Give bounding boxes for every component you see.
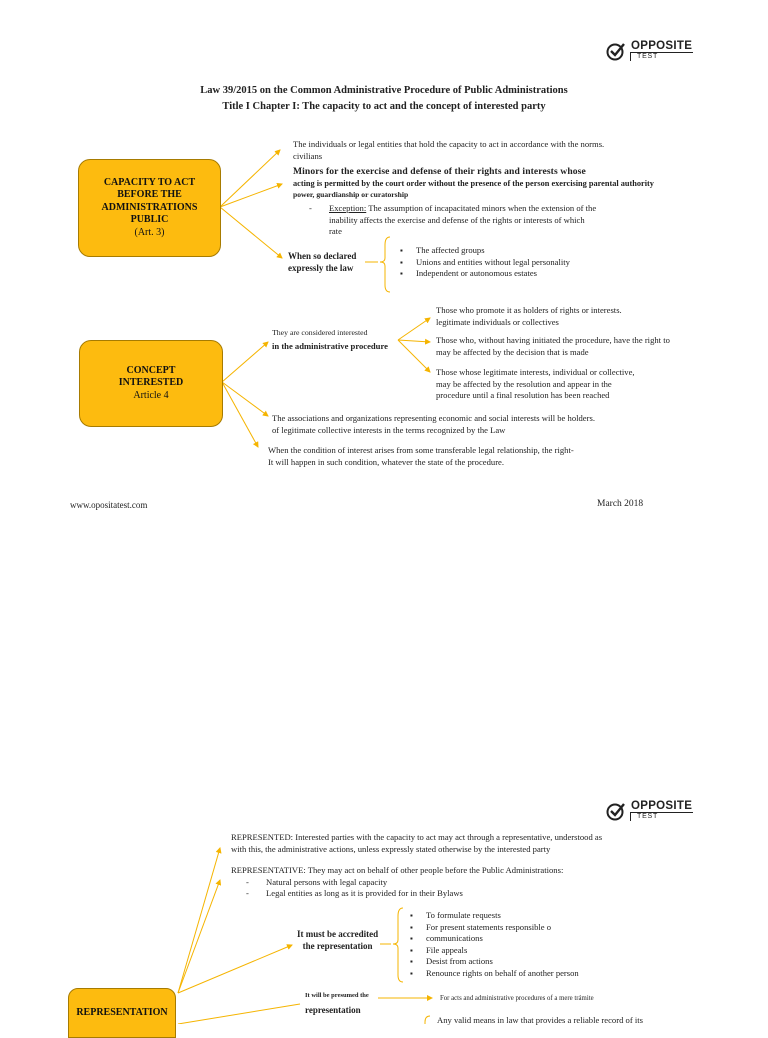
declared-line2: expressly the law [288, 263, 354, 273]
legitimate-line3: procedure until a final resolution has been reached [436, 390, 610, 400]
list-item: - Natural persons with legal capacity [246, 877, 563, 889]
accredited-line1: It must be accredited [297, 929, 379, 939]
accredited-text [297, 928, 378, 952]
brace-accredited-list [393, 908, 403, 982]
box2-line2: INTERESTED [118, 377, 184, 389]
arrow-promote [398, 318, 430, 340]
box1-line3: ADMINISTRATIONS [101, 201, 198, 213]
capacity-to-act-box [78, 159, 221, 257]
box1-line1: CAPACITY TO ACT [103, 176, 196, 188]
without-initiating-text [436, 335, 670, 358]
transferable-text [268, 445, 574, 468]
list-item: ▪ The affected groups [400, 245, 570, 257]
presumed-line1: It will be presumed the [305, 992, 369, 999]
list-item [410, 922, 665, 934]
individuals-text [293, 139, 604, 162]
without-line1: Those who, without having initiated the procedure, have the right to [436, 335, 670, 345]
list-item: ▪ File appeals [410, 945, 665, 957]
law-list [400, 245, 570, 280]
representative-line1: REPRESENTATIVE: They may act on behalf of other people before the Public Administrations: [231, 865, 564, 875]
promote-line1: Those who promote it as holders of rights or interests. [436, 305, 622, 315]
list-item: - Legal entities as long as it is provided for in their Bylaws [246, 888, 563, 900]
arrow-accredited [178, 945, 292, 993]
presumed-line2: representation [305, 1004, 361, 1015]
representation-label: REPRESENTATION [76, 1007, 168, 1018]
list-item-text: communications [426, 933, 483, 943]
logo-word-top: OPPOSITE [631, 40, 693, 52]
box1-line4: PUBLIC [130, 214, 169, 226]
promote-text [436, 305, 622, 328]
representation-box [68, 988, 176, 1038]
minors-line1: Minors for the exercise and defense of their rights and interests whose [293, 166, 586, 177]
valid-means-text: Any valid means in law that provides a reliable record of its [437, 1015, 643, 1025]
individuals-line1: The individuals or legal entities that hold the capacity to act in accordance with the norms. [293, 139, 605, 149]
promote-line2: legitimate individuals or collectives [436, 316, 559, 327]
arrow-box1-individuals [220, 150, 280, 207]
arrow-without [398, 340, 430, 342]
representative-text [231, 865, 563, 900]
list-item-continued [410, 933, 665, 945]
legitimate-line2: may be affected by the resolution and appear in the [436, 378, 612, 389]
list-item: ▪ Unions and entities without legal personality [400, 257, 570, 269]
transferable-line2: It will happen in such condition, whatever the state of the procedure. [268, 456, 505, 467]
logo-word-bottom: TEST [630, 813, 693, 821]
associations-line2: of legitimate collective interests in the terms recognized by the Law [272, 424, 506, 435]
box1-line2: BEFORE THE [117, 189, 182, 201]
presumed-text [305, 990, 369, 1016]
legitimate-interests-text [436, 367, 635, 402]
exception-label: Exception: [329, 203, 367, 213]
box2-article: Article 4 [133, 389, 169, 401]
arrow-representative [178, 880, 220, 993]
arrow-legitimate [398, 340, 430, 372]
opposite-test-logo-page2 [606, 800, 693, 821]
individuals-line2: civilians [293, 150, 323, 161]
footer-date: March 2018 [597, 499, 644, 509]
accredited-list [410, 910, 665, 979]
concept-interested-box [79, 340, 223, 427]
list-item: ▪ To formulate requests [410, 910, 665, 922]
list-item: ▪ Desist from actions [410, 956, 665, 968]
check-circle-icon [606, 41, 626, 61]
arrow-box2-associations [222, 382, 268, 416]
footer-site: www.opositatest.com [70, 500, 148, 510]
brace-law-list [380, 237, 390, 292]
without-line2: may be affected by the decision that is made [436, 346, 589, 357]
declared-by-law-text [288, 250, 356, 274]
box2-line1: CONCEPT [126, 364, 176, 376]
arrow-represented [178, 848, 220, 993]
box1-article: (Art. 3) [134, 226, 165, 238]
minors-line3: power, guardianship or curatorship [293, 190, 409, 199]
list-item: ▪ Renounce rights on behalf of another person [410, 968, 665, 980]
associations-line1: The associations and organizations representing economic and social interests will be holders. [272, 413, 595, 423]
exception-line2: inability affects the exercise and defense of the rights or interests of which [329, 214, 585, 225]
arrow-box2-interested [222, 342, 268, 382]
list-item: ▪ Independent or autonomous estates [400, 268, 570, 280]
represented-line2: with this, the administrative actions, unless expressly stated otherwise by the interested party [231, 843, 551, 854]
exception-line1: The assumption of incapacitated minors when the extension of the [366, 203, 597, 213]
exception-line3: rate [329, 226, 342, 236]
logo-word-top: OPPOSITE [631, 800, 693, 812]
opposite-test-logo [606, 40, 693, 61]
arrow-box2-transferable [222, 382, 258, 447]
legitimate-line1: Those whose legitimate interests, individual or collective, [436, 367, 635, 377]
considered-interested-text [272, 327, 388, 352]
declared-line1: When so declared [288, 251, 357, 261]
accredited-line2: the representation [302, 941, 373, 951]
considered-line1: They are considered interested [272, 328, 368, 337]
considered-line2: in the administrative procedure [272, 340, 388, 351]
associations-text [272, 413, 595, 436]
minors-line2: acting is permitted by the court order without the presence of the person exercising parental authority [293, 178, 654, 188]
arrow-presumed [178, 1004, 300, 1024]
minors-text [293, 166, 654, 201]
arrow-box1-law [220, 207, 282, 258]
arrow-box1-minors [220, 184, 282, 207]
page-title: Law 39/2015 on the Common Administrative Procedure of Public Administrations [200, 85, 568, 96]
mere-tramite-text: For acts and administrative procedures of a mere trámite [440, 995, 594, 1002]
list-item-text: ▪ For present statements responsible o [426, 921, 552, 932]
logo-word-bottom: TEST [630, 53, 693, 61]
transferable-line1: When the condition of interest arises from some transferable legal relationship, the right- [268, 445, 574, 455]
check-circle-icon [606, 801, 626, 821]
page-subtitle: Title I Chapter I: The capacity to act and the concept of interested party [222, 101, 546, 112]
represented-line1: REPRESENTED: Interested parties with the capacity to act may act through a representative, understood as [231, 832, 603, 842]
represented-text [231, 832, 602, 855]
exception-text [309, 203, 596, 238]
